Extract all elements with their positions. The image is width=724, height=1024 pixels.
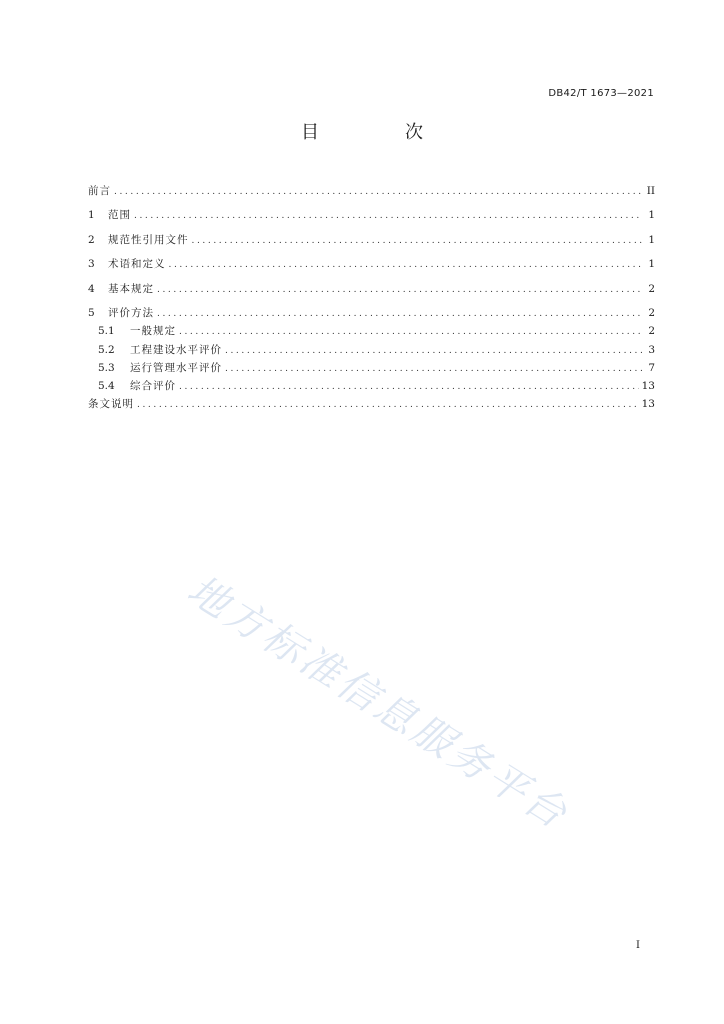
toc-dot-leader — [192, 233, 643, 250]
toc-entry-title: 综合评价 — [130, 379, 176, 392]
toc-entry-title: 基本规定 — [108, 282, 154, 295]
toc-entry-number: 5.2 — [98, 343, 115, 356]
toc-entry-page: 2 — [648, 282, 655, 295]
toc-entry-page: 1 — [648, 233, 655, 246]
toc-entry-page: 13 — [641, 398, 655, 411]
toc-entry-page: 7 — [648, 361, 655, 374]
toc-entry-number: 5 — [88, 306, 95, 319]
toc-entry-number: 4 — [88, 282, 95, 295]
toc-entry[interactable] — [88, 342, 655, 360]
toc-entry[interactable] — [88, 232, 655, 256]
toc-dot-leader — [179, 324, 642, 341]
toc-dot-leader — [225, 343, 642, 360]
toc-entry-number: 5.3 — [98, 361, 115, 374]
toc-entry-number: 2 — [88, 233, 95, 246]
toc-dot-leader — [179, 379, 639, 396]
toc-entry[interactable] — [88, 360, 655, 378]
toc-entry-page: 2 — [648, 325, 655, 338]
toc-dot-leader — [225, 361, 642, 378]
toc-entry-page: 2 — [648, 306, 655, 319]
toc-entry[interactable] — [88, 396, 655, 420]
toc-entry-title: 规范性引用文件 — [108, 233, 189, 246]
toc-entry[interactable] — [88, 281, 655, 305]
toc-entry-number: 5.1 — [98, 325, 115, 338]
toc-dot-leader — [137, 397, 639, 414]
toc-entry-title: 工程建设水平评价 — [130, 343, 222, 356]
page-title: 目 次 — [301, 122, 457, 143]
toc-entry-page: 13 — [641, 379, 655, 392]
standard-code: DB42/T 1673—2021 — [548, 88, 654, 99]
toc-entry-title: 术语和定义 — [108, 258, 166, 271]
toc-dot-leader — [157, 306, 642, 323]
toc-entry[interactable] — [88, 323, 655, 341]
toc-entry-title: 范围 — [108, 209, 131, 222]
toc-entry-title: 前言 — [88, 185, 111, 197]
toc-entry[interactable] — [88, 183, 655, 207]
toc-entry-page: 1 — [648, 209, 655, 222]
toc-entry-page: 3 — [648, 343, 655, 356]
toc-dot-leader — [114, 184, 642, 201]
toc-entry-title: 一般规定 — [130, 325, 176, 338]
toc-entry-page: 1 — [648, 258, 655, 271]
toc-entry-title: 运行管理水平评价 — [130, 361, 222, 374]
toc-dot-leader — [134, 208, 642, 225]
toc-entry-number: 3 — [88, 258, 95, 271]
toc-dot-leader — [157, 282, 642, 299]
toc-dot-leader — [169, 257, 643, 274]
toc-entry-title: 评价方法 — [108, 306, 154, 319]
toc-entry[interactable] — [88, 378, 655, 396]
toc-entry-number: 1 — [88, 209, 95, 222]
toc-entry[interactable] — [88, 207, 655, 231]
table-of-contents — [88, 183, 655, 420]
toc-entry-title: 条文说明 — [88, 398, 134, 411]
toc-entry-page: II — [646, 185, 655, 197]
watermark: 地方标准信息服务平台 — [179, 566, 577, 840]
toc-entry-number: 5.4 — [98, 379, 115, 392]
toc-entry[interactable] — [88, 256, 655, 280]
page-number: I — [636, 940, 640, 951]
